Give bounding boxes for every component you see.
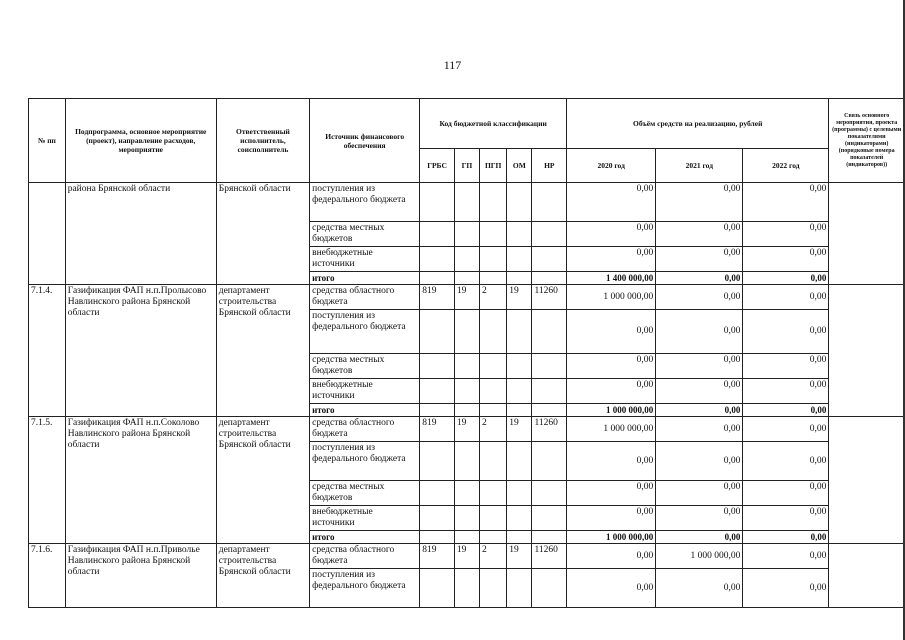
source-label: внебюджетные источники [310,379,420,404]
amount-2020: 0,00 [567,354,656,379]
header-2020: 2020 год [567,149,656,183]
header-grbs: ГРБС [420,149,455,183]
amount-2020: 0,00 [567,183,656,222]
source-label: итого [310,404,420,417]
code-grbs: 819 [420,417,455,442]
header-no: № пп [29,99,66,183]
amount-2021: 0,00 [656,183,743,222]
header-2021: 2021 год [656,149,743,183]
amount-2021: 0,00 [656,222,743,247]
code-nr: 11260 [532,417,567,442]
amount-2021: 0,00 [656,569,743,608]
source-label: средства областного бюджета [310,285,420,310]
amount-2020: 0,00 [567,222,656,247]
header-budget-code: Код бюджетной классификации [420,99,567,149]
amount-2022: 0,00 [743,285,829,310]
source-label: поступления из федерального бюджета [310,442,420,481]
amount-2021: 0,00 [656,531,743,544]
source-label: поступления из федерального бюджета [310,183,420,222]
amount-2021: 0,00 [656,404,743,417]
row-number: 7.1.5. [29,417,66,544]
row-number: 7.1.6. [29,544,66,608]
amount-2022: 0,00 [743,569,829,608]
code-om: 19 [507,544,532,569]
source-label: внебюджетные источники [310,506,420,531]
amount-2021: 0,00 [656,481,743,506]
amount-2020: 0,00 [567,247,656,272]
amount-2021: 0,00 [656,506,743,531]
source-label: средства местных бюджетов [310,481,420,506]
source-label: итого [310,531,420,544]
source-label: средства областного бюджета [310,417,420,442]
code-gp: 19 [454,544,479,569]
amount-2020: 0,00 [567,481,656,506]
header-gp: ГП [454,149,479,183]
header-source: Источник финансового обеспечения [310,99,420,183]
header-executor: Ответственный исполнитель, соисполнитель [216,99,309,183]
executor-name: департамент строительства Брянской области [216,417,309,544]
code-pgp: 2 [480,544,507,569]
amount-2022: 0,00 [743,379,829,404]
amount-2022: 0,00 [743,481,829,506]
amount-2020: 1 400 000,00 [567,272,656,285]
code-gp: 19 [454,285,479,310]
amount-2020: 0,00 [567,310,656,354]
program-name: Газификация ФАП н.п.Приволье Навлинского района Брянской области [65,544,216,608]
amount-2022: 0,00 [743,417,829,442]
program-name: Газификация ФАП н.п.Пролысово Навлинского района Брянской области [65,285,216,417]
amount-2021: 0,00 [656,247,743,272]
header-2022: 2022 год [743,149,829,183]
amount-2020: 0,00 [567,544,656,569]
amount-2021: 0,00 [656,379,743,404]
header-nr: НР [532,149,567,183]
amount-2021: 0,00 [656,417,743,442]
executor-name: департамент строительства Брянской области [216,544,309,608]
amount-2021: 0,00 [656,272,743,285]
code-pgp: 2 [480,417,507,442]
amount-2022: 0,00 [743,442,829,481]
table-row [29,417,905,442]
source-label: средства местных бюджетов [310,222,420,247]
amount-2020: 1 000 000,00 [567,404,656,417]
amount-2022: 0,00 [743,272,829,285]
amount-2020: 0,00 [567,569,656,608]
source-label: средства областного бюджета [310,544,420,569]
table-row [29,285,905,310]
code-om: 19 [507,417,532,442]
header-link: Связь основного мероприятия, проекта (программы) с целевыми показателями (индикаторами) (порядковые номера показателей (индикаторов)) [829,99,905,183]
amount-2022: 0,00 [743,183,829,222]
code-om: 19 [507,285,532,310]
row-number: 7.1.4. [29,285,66,417]
code-grbs: 819 [420,285,455,310]
executor-name: департамент строительства Брянской области [216,285,309,417]
amount-2021: 0,00 [656,285,743,310]
source-label: поступления из федерального бюджета [310,310,420,354]
executor-name: Брянской области [216,183,309,285]
code-nr: 11260 [532,285,567,310]
amount-2022: 0,00 [743,247,829,272]
header-om: ОМ [507,149,532,183]
row-number [29,183,66,285]
source-label: внебюджетные источники [310,247,420,272]
amount-2022: 0,00 [743,222,829,247]
amount-2021: 1 000 000,00 [656,544,743,569]
code-gp: 19 [454,417,479,442]
amount-2021: 0,00 [656,354,743,379]
amount-2021: 0,00 [656,310,743,354]
amount-2022: 0,00 [743,310,829,354]
program-table [28,98,905,608]
amount-2020: 1 000 000,00 [567,531,656,544]
code-grbs: 819 [420,544,455,569]
amount-2020: 0,00 [567,442,656,481]
amount-2022: 0,00 [743,354,829,379]
amount-2020: 0,00 [567,506,656,531]
header-pgp: ПГП [480,149,507,183]
header-program: Подпрограмма, основное мероприятие (проект), направление расходов, мероприятие [65,99,216,183]
program-name: района Брянской области [65,183,216,285]
code-pgp: 2 [480,285,507,310]
amount-2020: 1 000 000,00 [567,417,656,442]
source-label: поступления из федерального бюджета [310,569,420,608]
source-label: средства местных бюджетов [310,354,420,379]
table-row [29,544,905,569]
amount-2022: 0,00 [743,544,829,569]
program-name: Газификация ФАП н.п.Соколово Навлинского района Брянской области [65,417,216,544]
amount-2020: 1 000 000,00 [567,285,656,310]
header-volume: Объём средств на реализацию, рублей [567,99,829,149]
amount-2020: 0,00 [567,379,656,404]
amount-2022: 0,00 [743,531,829,544]
amount-2022: 0,00 [743,506,829,531]
amount-2022: 0,00 [743,404,829,417]
amount-2021: 0,00 [656,442,743,481]
table-row [29,183,905,222]
page-number: 117 [443,58,462,72]
source-label: итого [310,272,420,285]
code-nr: 11260 [532,544,567,569]
